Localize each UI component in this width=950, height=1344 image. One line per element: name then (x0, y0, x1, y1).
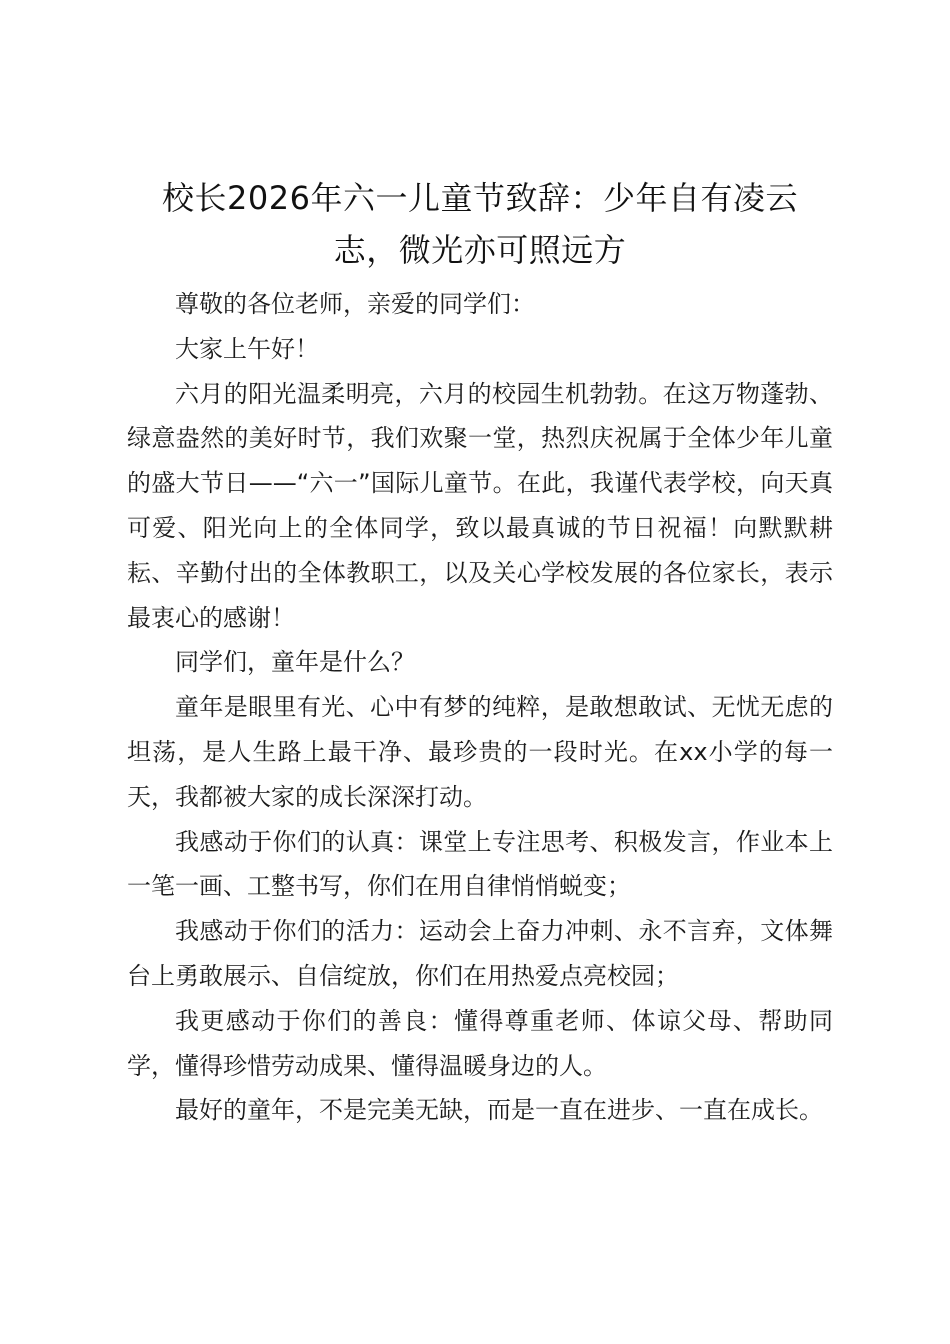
paragraph-kindness: 我更感动于你们的善良：懂得尊重老师、体谅父母、帮助同学，懂得珍惜劳动成果、懂得温暖身边的人。 (127, 1006, 833, 1080)
paragraph-question: 同学们，童年是什么？ (175, 648, 415, 677)
document-title (127, 172, 833, 276)
paragraph-best-childhood: 最好的童年，不是完美无缺，而是一直在进步、一直在成长。 (175, 1096, 823, 1125)
document-body (127, 172, 833, 1133)
paragraph-childhood: 童年是眼里有光、心中有梦的纯粹，是敢想敢试、无忧无虑的坦荡，是人生路上最干净、最珍贵的一段时光。在xx小学的每一天，我都被大家的成长深深打动。 (127, 693, 833, 811)
paragraph-vitality: 我感动于你们的活力：运动会上奋力冲刺、永不言弃，文体舞台上勇敢展示、自信绽放，你们在用热爱点亮校园； (127, 917, 833, 990)
title-line-1: 校长2026年六一儿童节致辞：少年自有凌云 (162, 179, 798, 217)
title-line-2: 志，微光亦可照远方 (333, 231, 627, 269)
paragraph-salutation: 尊敬的各位老师，亲爱的同学们： (175, 290, 535, 318)
paragraph-greeting: 大家上午好！ (175, 334, 319, 363)
paragraph-opening: 六月的阳光温柔明亮，六月的校园生机勃勃。在这万物蓬勃、绿意盎然的美好时节，我们欢聚一堂，热烈庆祝属于全体少年儿童的盛大节日——“六一”国际儿童节。在此，我谨代表学校，向天真可爱、阳光向上的全体同学，致以最真诚的节日祝福！向默默耕耘、辛勤付出的全体教职工，以及关心学校发展的各位家长，表示最衷心的感谢！ (127, 379, 833, 632)
paragraph-diligence: 我感动于你们的认真：课堂上专注思考、积极发言，作业本上一笔一画、工整书写，你们在用自律悄悄蜕变； (127, 827, 833, 901)
